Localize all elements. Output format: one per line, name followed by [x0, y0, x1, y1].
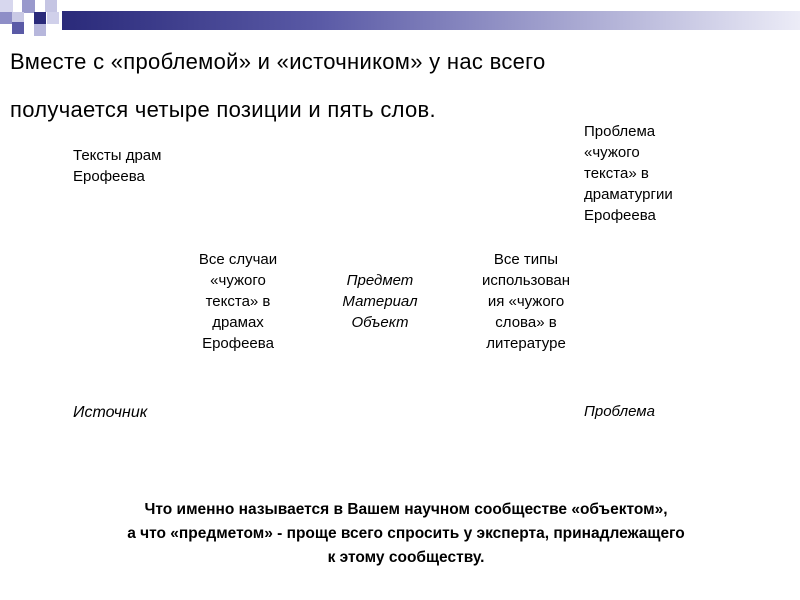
cell-line: слова» в: [495, 314, 557, 331]
footer-line: а что «предметом» - проще всего спросить у эксперта, принадлежащего: [127, 525, 685, 542]
cell-line: Проблема: [584, 123, 656, 140]
cell-line: Предмет: [346, 272, 414, 289]
header-gradient-bar: [62, 11, 800, 30]
source-label: Источник: [73, 404, 148, 421]
decor-square: [12, 22, 24, 34]
slide-title-line-1: Вместе с «проблемой» и «источником» у нас всего: [10, 49, 546, 74]
cell-line: Тексты драм: [73, 147, 162, 164]
decor-square: [34, 12, 46, 24]
cell-line: драмах: [212, 314, 264, 331]
cell-line: Ерофеева: [202, 335, 274, 352]
subject-material-object-cell: [320, 270, 440, 333]
footer-note: [0, 498, 800, 570]
slide-title-line-2: получается четыре позиции и пять слов.: [10, 97, 436, 122]
problem-label: Проблема: [584, 403, 655, 420]
cell-line: ия «чужого: [487, 293, 565, 310]
cell-line: текста» в: [205, 293, 271, 310]
decor-square: [34, 24, 46, 36]
cell-line: Все типы: [493, 251, 559, 268]
cell-line: текста» в: [584, 165, 649, 182]
cell-line: «чужого: [584, 144, 640, 161]
cell-line: Ерофеева: [584, 207, 656, 224]
cell-line: драматургии: [584, 186, 673, 203]
cell-line: литературе: [486, 335, 566, 352]
cell-line: Объект: [351, 314, 409, 331]
object-cell: [466, 249, 586, 354]
cell-line: Ерофеева: [73, 168, 145, 185]
material-cell: [178, 249, 298, 354]
texts-of-dramas-cell: [73, 145, 161, 187]
cell-line: Материал: [342, 293, 418, 310]
cell-line: использован: [481, 272, 571, 289]
footer-line: Что именно называется в Вашем научном сообществе «объектом»,: [144, 501, 668, 518]
decor-square: [47, 12, 59, 24]
cell-line: Все случаи: [198, 251, 278, 268]
decor-square: [0, 12, 12, 24]
decor-square: [45, 0, 57, 12]
cell-line: «чужого: [210, 272, 266, 289]
problem-description-cell: [584, 121, 673, 226]
footer-line: к этому сообществу.: [327, 549, 485, 566]
